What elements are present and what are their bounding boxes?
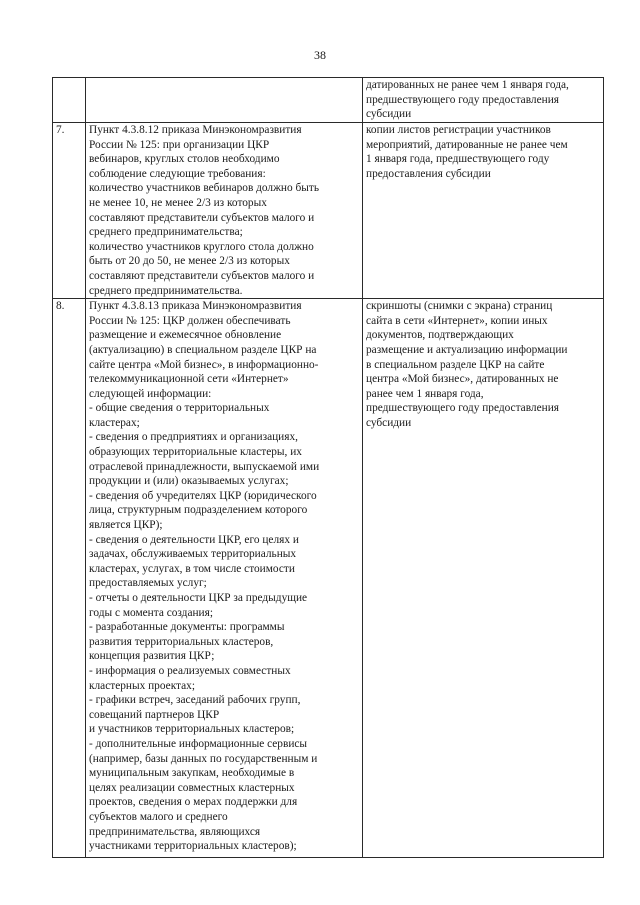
text-line: совещаний партнеров ЦКР (89, 708, 220, 721)
text-line: субъектов малого и среднего (89, 810, 228, 823)
table-row-8 (53, 299, 604, 858)
text-line: среднего предпринимательства; (89, 226, 243, 239)
text-line: субсидии (366, 416, 412, 429)
text-line: предоставляемых услуг; (89, 577, 207, 590)
text-line: России № 125: ЦКР должен обеспечивать (89, 314, 291, 327)
text-line: быть от 20 до 50, не менее 2/3 из которых (89, 255, 290, 268)
text-line: вебинаров, круглых столов необходимо (89, 153, 280, 166)
text-line: (например, базы данных по государственным и (89, 752, 318, 765)
requirement-text (89, 299, 359, 854)
text-line: - информация о реализуемых совместных (89, 664, 291, 677)
text-line: целях реализации совместных кластерных (89, 781, 295, 794)
text-line: кластерных проектах; (89, 679, 196, 692)
text-line: - сведения об учредителях ЦКР (юридического (89, 489, 317, 502)
text-line: в специальном разделе ЦКР на сайте (366, 358, 545, 371)
text-line: количество участников круглого стола должно (89, 240, 314, 253)
text-line: копии листов регистрации участников (366, 124, 551, 136)
text-line: Пункт 4.3.8.12 приказа Минэкономразвития (89, 124, 302, 136)
text-line: годы с момента создания; (89, 606, 213, 619)
text-line: скриншоты (снимки с экрана) страниц (366, 300, 553, 313)
text-line: предшествующего году предоставления (366, 402, 559, 415)
text-line: проектов, сведения о мерах поддержки для (89, 796, 298, 809)
text-line: сайте центра «Мой бизнес», в информационно- (89, 358, 319, 371)
text-line: лица, структурным подразделением которого (89, 504, 308, 517)
text-line: кластерах, услугах, в том числе стоимости (89, 562, 295, 575)
text-line: размещение и ежемесячное обновление (89, 329, 282, 342)
page-number: 38 (314, 48, 326, 62)
documents-text (366, 78, 600, 122)
documents-text (366, 123, 600, 181)
table-row-7 (53, 123, 604, 299)
text-line: и участников территориальных кластеров; (89, 723, 295, 736)
text-line: составляют представители субъектов малого и (89, 269, 315, 282)
text-line: - сведения о предприятиях и организациях, (89, 431, 298, 444)
text-line: размещение и актуализацию информации (366, 343, 568, 356)
text-line: ранее чем 1 января года, (366, 387, 484, 400)
text-line: - графики встреч, заседаний рабочих групп, (89, 694, 301, 707)
text-line: - дополнительные информационные сервисы (89, 737, 308, 750)
row-number-cell (53, 78, 86, 123)
requirement-cell (86, 78, 363, 123)
text-line: продукции и (или) оказываемых услугах; (89, 475, 289, 488)
text-line: количество участников вебинаров должно быть (89, 182, 320, 195)
documents-text (366, 299, 600, 430)
requirement-text (89, 123, 359, 298)
text-line: мероприятий, датированные не ранее чем (366, 138, 568, 151)
text-line: документов, подтверждающих (366, 329, 514, 342)
text-line: участниками территориальных кластеров); (89, 840, 297, 853)
documents-cell (363, 299, 604, 858)
text-line: (актуализацию) в специальном разделе ЦКР на (89, 343, 317, 356)
text-line: 1 января года, предшествующего году (366, 153, 550, 166)
text-line: датированных не ранее чем 1 января года, (366, 79, 569, 91)
text-line: не менее 10, не менее 2/3 из которых (89, 196, 267, 209)
requirement-cell (86, 123, 363, 299)
table-row-continuation (53, 78, 604, 123)
text-line: сайта в сети «Интернет», копии иных (366, 314, 548, 327)
text-line: задачах, обслуживаемых территориальных (89, 548, 297, 561)
text-line: предшествующего году предоставления (366, 93, 559, 106)
text-line: России № 125: при организации ЦКР (89, 138, 270, 151)
text-line: следующей информации: (89, 387, 212, 400)
text-line: является ЦКР); (89, 519, 163, 532)
documents-cell (363, 78, 604, 123)
text-line: предоставления субсидии (366, 167, 491, 180)
text-line: центра «Мой бизнес», датированных не (366, 373, 559, 386)
text-line: Пункт 4.3.8.13 приказа Минэкономразвития (89, 300, 302, 313)
text-line: субсидии (366, 108, 412, 121)
text-line: телекоммуникационной сети «Интернет» (89, 373, 289, 386)
text-line: - отчеты о деятельности ЦКР за предыдущие (89, 592, 308, 604)
text-line: среднего предпринимательства. (89, 284, 243, 297)
text-line: концепция развития ЦКР; (89, 650, 215, 663)
text-line: развития территориальных кластеров, (89, 635, 274, 648)
text-line: образующих территориальные кластеры, их (89, 446, 302, 459)
text-line: кластерах; (89, 416, 140, 429)
text-line: отраслевой принадлежности, выпускаемой ими (89, 460, 320, 473)
requirement-cell (86, 299, 363, 858)
row-number-cell: 7. (53, 123, 86, 299)
documents-cell (363, 123, 604, 299)
text-line: муниципальным закупкам, необходимые в (89, 767, 295, 780)
text-line: - общие сведения о территориальных (89, 402, 270, 415)
row-number-cell: 8. (53, 299, 86, 858)
text-line: предпринимательства, являющихся (89, 825, 261, 838)
text-line: - сведения о деятельности ЦКР, его целях и (89, 533, 299, 546)
text-line: составляют представители субъектов малого и (89, 211, 315, 224)
requirements-table (52, 77, 604, 858)
text-line: - разработанные документы: программы (89, 621, 285, 634)
text-line: соблюдение следующие требования: (89, 167, 266, 180)
